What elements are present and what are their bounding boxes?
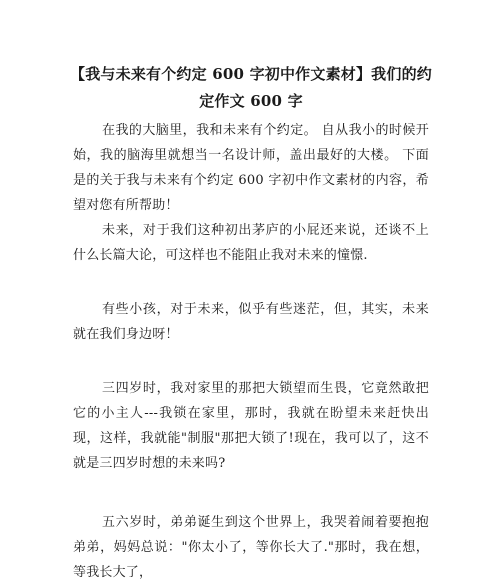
paragraph-brother-memory: 五六岁时，弟弟诞生到这个世界上，我哭着闹着要抱抱弟弟，妈妈总说："你太小了，等你长大了."那时，我在想，等我长大了， xyxy=(73,515,429,580)
paragraph-future-longing: 未来，对于我们这种初出茅庐的小屁还来说，还谈不上什么长篇大论，可这样也不能阻止我对未来的憧憬. xyxy=(73,223,429,263)
paragraph-lock-memory: 三四岁时，我对家里的那把大锁望而生畏，它竟然敢把它的小主人---我锁在家里，那时，我就在盼望未来赶快出现，这样，我就能"制服"那把大锁了!现在，我可以了，这不就是三四岁时想的未来吗? xyxy=(73,381,429,471)
paragraph-intro: 在我的大脑里，我和未来有个约定。 自从我小的时候开始，我的脑海里就想当一名设计师，盖出最好的大楼。 下面是的关于我与未来有个约定 600 字初中作文素材的内容，希望对您有所帮助！ xyxy=(73,123,429,213)
paragraph-future-near: 有些小孩，对于未来，似乎有些迷茫，但，其实，未来就在我们身边呀！ xyxy=(73,302,429,342)
document-title: 【我与未来有个约定 600 字初中作文素材】我们的约定作文 600 字 xyxy=(70,65,432,110)
